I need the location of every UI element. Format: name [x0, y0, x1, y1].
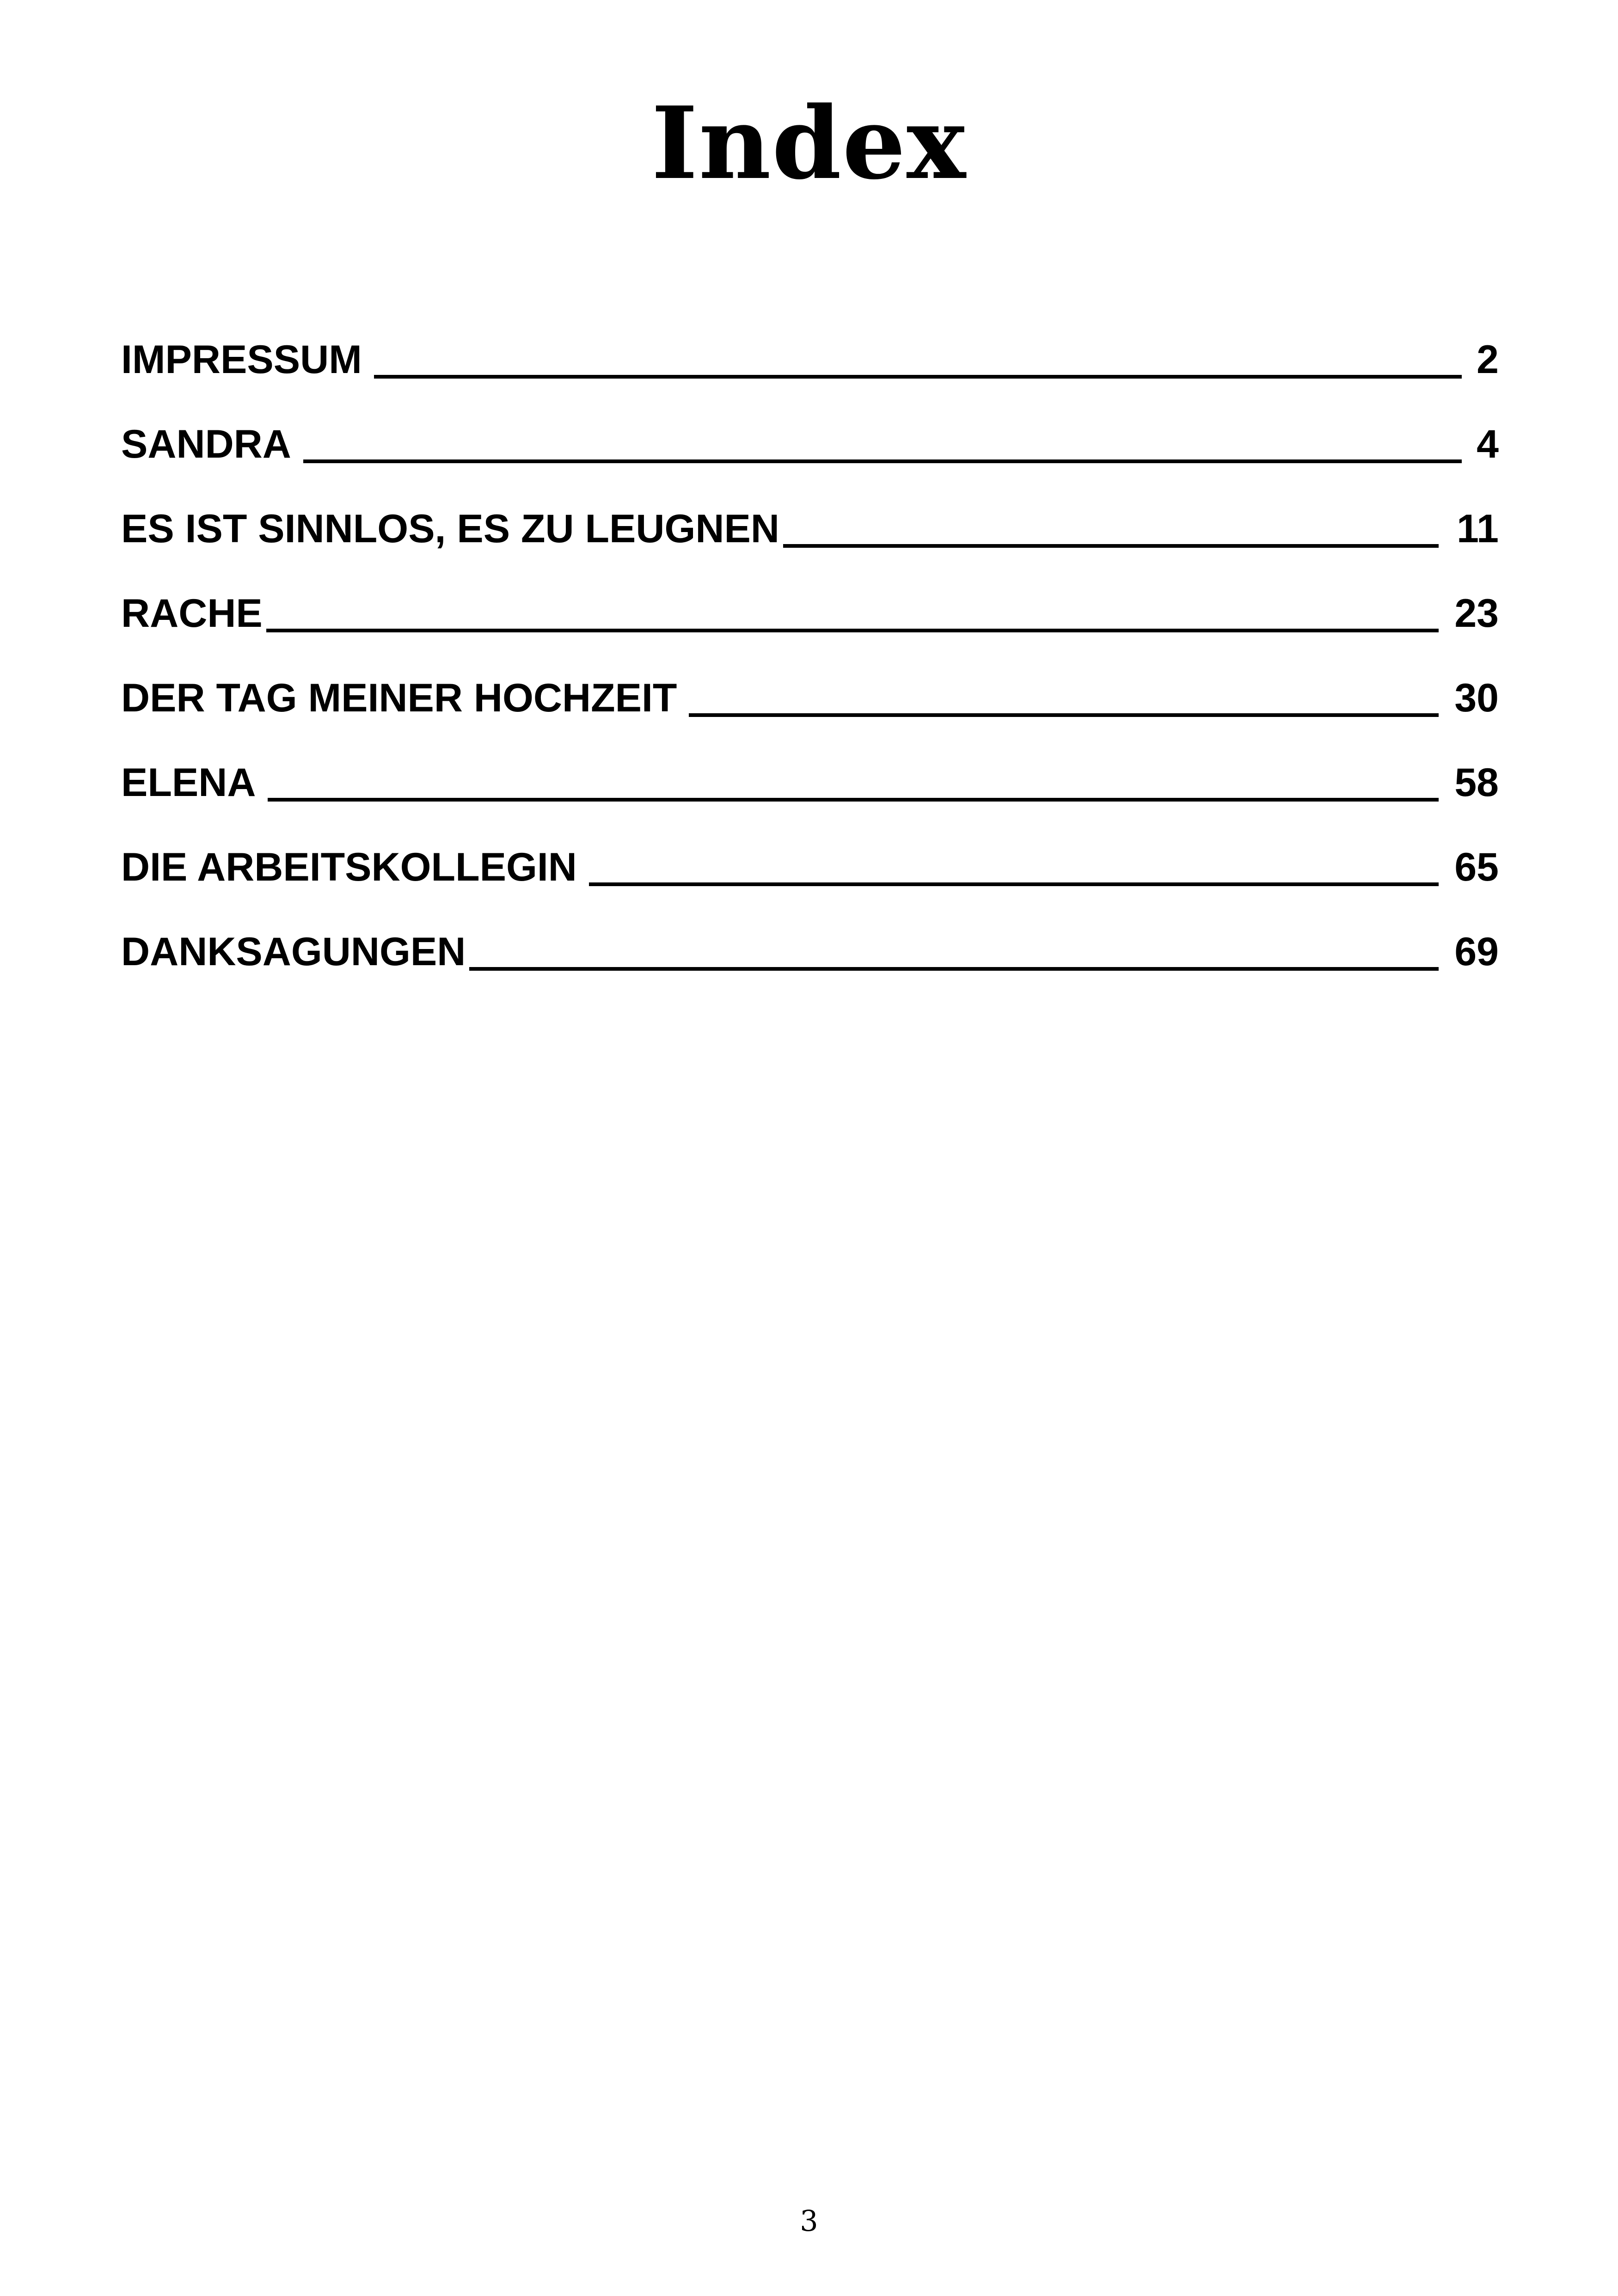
- toc-entry-title: IMPRESSUM: [121, 337, 362, 382]
- toc-entry-page: 30: [1454, 676, 1499, 720]
- toc-entry-title: DIE ARBEITSKOLLEGIN: [121, 845, 577, 889]
- table-of-contents: [121, 332, 1499, 1009]
- toc-entry-title: ES IST SINNLOS, ES ZU LEUGNEN: [121, 507, 779, 551]
- toc-entry-es-ist-sinnlos[interactable]: [121, 501, 1499, 586]
- toc-entry-impressum[interactable]: [121, 332, 1499, 416]
- toc-entry-der-tag-meiner-hochzeit[interactable]: [121, 670, 1499, 755]
- toc-leader-line: [689, 713, 1439, 717]
- toc-entry-elena[interactable]: [121, 755, 1499, 839]
- toc-entry-title: DANKSAGUNGEN: [121, 930, 466, 974]
- toc-entry-page: 23: [1454, 591, 1499, 636]
- toc-entry-page: 4: [1477, 422, 1499, 466]
- toc-entry-page: 2: [1477, 337, 1499, 382]
- toc-entry-title: RACHE: [121, 591, 263, 636]
- toc-leader-line: [266, 629, 1439, 632]
- page-title: Index: [651, 85, 967, 202]
- toc-leader-line: [374, 375, 1462, 379]
- toc-entry-die-arbeitskollegin[interactable]: [121, 839, 1499, 924]
- toc-leader-line: [303, 459, 1462, 463]
- toc-entry-title: DER TAG MEINER HOCHZEIT: [121, 676, 677, 720]
- page-number: 3: [800, 2204, 818, 2238]
- toc-leader-line: [268, 798, 1439, 802]
- toc-entry-rache[interactable]: [121, 586, 1499, 670]
- toc-entry-page: 65: [1454, 845, 1499, 889]
- toc-entry-title: SANDRA: [121, 422, 291, 466]
- toc-entry-page: 69: [1454, 930, 1499, 974]
- toc-leader-line: [589, 882, 1439, 886]
- toc-entry-sandra[interactable]: [121, 416, 1499, 501]
- toc-leader-line: [783, 544, 1439, 548]
- toc-entry-danksagungen[interactable]: [121, 924, 1499, 1009]
- toc-entry-title: ELENA: [121, 760, 256, 805]
- toc-entry-page: 58: [1454, 760, 1499, 805]
- toc-leader-line: [469, 967, 1439, 971]
- toc-entry-page: 11: [1457, 507, 1499, 551]
